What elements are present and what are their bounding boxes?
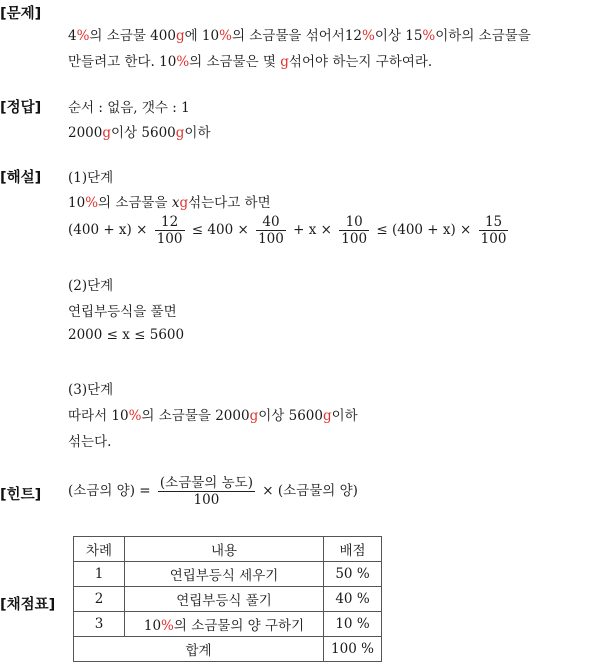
problem-line-2: 만들려고 한다. 10%의 소금물은 몇 g섞어야 하는지 구하여라. [68,54,433,70]
step-3-heading: (3)단계 [68,382,114,398]
step-2-equation: 2000 ≤ x ≤ 5600 [68,327,185,343]
row-content: 연립부등식 풀기 [125,587,324,612]
fraction-15-100: $\frac{15}{100}$ [480,214,507,247]
problem-line-1: 4%의 소금물 400g에 10%의 소금물을 섞어서12%이상 15%이하의 소금물을 [68,28,531,44]
row-content: 연립부등식 세우기 [125,562,324,587]
table-row [74,587,382,612]
label-rubric: [채점표] [0,597,56,613]
hint-fraction: $\frac{\text{(소금물의 농도)}}{100}$ [159,475,253,508]
row-no: 1 [74,562,125,587]
fraction-12-100: $\frac{12}{100}$ [156,214,183,247]
label-answer: [정답] [0,100,42,116]
rubric-table [73,536,382,662]
step-3-conclusion: 섞는다. [68,434,112,450]
row-no: 2 [74,587,125,612]
step-1-heading: (1)단계 [68,170,114,186]
hint-formula: (소금의 양) = $\frac{\text{(소금물의 농도)}}{100}$ × (소금물의 양) [68,475,358,508]
header-content: 내용 [125,537,324,562]
answer-line-1: 순서 : 없음, 갯수 : 1 [68,100,190,116]
step-1-equation: (400 + x) × $\frac{12}{100}$ ≤ 400 × $\frac{40}{100}$ + x × $\frac{10}{100}$ ≤ (400 + x) × $\frac{15}{100}$ [68,214,507,247]
table-row [74,562,382,587]
row-no: 3 [74,612,125,637]
label-problem: [문제] [0,6,42,22]
answer-line-2: 2000g이상 5600g이하 [68,125,211,141]
step-1-text: 10%의 소금물을 xg섞는다고 하면 [68,195,271,211]
step-2-heading: (2)단계 [68,278,114,294]
fraction-40-100: $\frac{40}{100}$ [258,214,284,247]
table-header-row [74,537,382,562]
step-2-text: 연립부등식을 풀면 [68,304,177,320]
row-score: 10 % [324,612,382,637]
header-order: 차례 [74,537,125,562]
fraction-10-100: $\frac{10}{100}$ [341,214,368,247]
table-row [74,612,382,637]
label-solution: [해설] [0,170,42,186]
header-score: 배점 [324,537,382,562]
total-score: 100 % [324,637,382,662]
row-content: 10%의 소금물의 양 구하기 [125,612,324,637]
label-hint: [힌트] [0,487,42,503]
row-score: 50 % [324,562,382,587]
table-total-row [74,637,382,662]
step-3-text: 따라서 10%의 소금물을 2000g이상 5600g이하 [68,408,358,424]
total-label: 합계 [74,637,324,662]
row-score: 40 % [324,587,382,612]
